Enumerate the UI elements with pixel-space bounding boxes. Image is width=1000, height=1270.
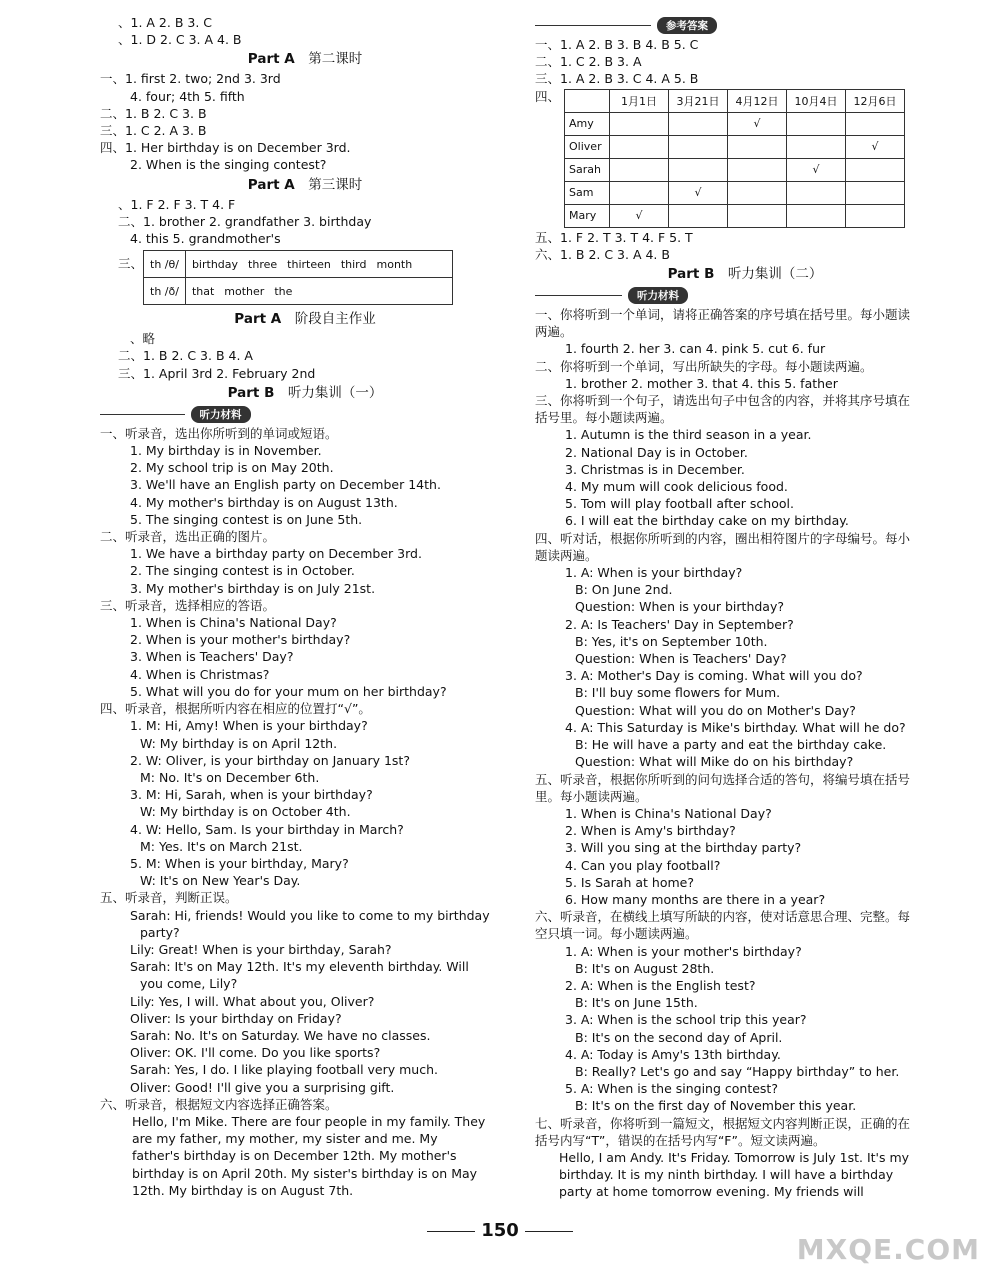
grid-check-cell: √: [728, 112, 787, 135]
grid-label: 四、: [535, 88, 561, 104]
transcript-line: 4. A: Today is Amy's 13th birthday.: [565, 1046, 781, 1062]
phonics-words: [185, 278, 452, 305]
answer-line: 、1. A 2. B 3. C: [118, 15, 213, 30]
answer-line: 三、1. April 3rd 2. February 2nd: [118, 365, 316, 381]
transcript-line: 2. My school trip is on May 20th.: [130, 460, 334, 476]
transcript-line: 5. The singing contest is on June 5th.: [130, 511, 363, 527]
left-column: [100, 14, 510, 1199]
transcript-line: party?: [140, 924, 180, 940]
question-title: 四、听录音，根据所听内容在相应的位置打“√”。: [100, 701, 371, 717]
transcript-line: 3. A: When is the school trip this year?: [565, 1012, 807, 1028]
transcript-line: 1. When is China's National Day?: [565, 805, 772, 821]
transcript-line: 2. When is your mother's birthday?: [130, 632, 351, 648]
answer-line: 四、1. Her birthday is on December 3rd.: [100, 140, 351, 156]
grid-date-header: 12月6日: [846, 89, 905, 112]
transcript-line: Lily: Yes, I will. What about you, Oliver?: [130, 993, 375, 1009]
question-title: 七、听录音，你将听到一篇短文，根据短文内容判断正误，正确的在括号内写“T”，错误的在括号内写“F”。短文读两遍。: [535, 1115, 911, 1148]
phonics-table: [143, 250, 453, 305]
transcript-line: 4. Can you play football?: [565, 857, 721, 873]
transcript-line: 1. A: When is your mother's birthday?: [565, 943, 802, 959]
transcript-line: 5. Is Sarah at home?: [565, 874, 694, 890]
grid-student-name: Sarah: [565, 158, 610, 181]
answer-line: 三、1. A 2. B 3. C 4. A 5. B: [535, 71, 699, 87]
transcript-line: 3. When is Teachers' Day?: [130, 649, 294, 665]
grid-check-cell: [610, 158, 669, 181]
grid-check-cell: [669, 112, 728, 135]
transcript-line: 2. When is Amy's birthday?: [565, 823, 736, 839]
answer-line: 二、1. brother 2. grandfather 3. birthday: [118, 213, 372, 229]
birthday-grid: [564, 89, 905, 228]
grid-check-cell: [610, 135, 669, 158]
transcript-line: 1. brother 2. mother 3. that 4. this 5. father: [565, 375, 838, 391]
transcript-line: W: My birthday is on October 4th.: [140, 804, 351, 820]
transcript-line: 5. What will you do for your mum on her birthday?: [130, 683, 447, 699]
transcript-line: Sarah: It's on May 12th. It's my eleventh birthday. Will: [130, 959, 469, 975]
answer-line: 、1. F 2. F 3. T 4. F: [118, 196, 236, 212]
transcript-line: 3. We'll have an English party on December 14th.: [130, 477, 441, 493]
phonics-sound: th /ð/: [144, 278, 186, 305]
grid-student-name: Sam: [565, 181, 610, 204]
phonics-word: mother: [224, 284, 265, 298]
transcript-line: B: It's on August 28th.: [575, 960, 715, 976]
grid-check-cell: [669, 204, 728, 227]
phonics-word: the: [274, 284, 293, 298]
transcript-line: B: On June 2nd.: [575, 582, 673, 598]
phonics-word: thirteen: [287, 257, 331, 271]
grid-check-cell: [728, 135, 787, 158]
answer-line: 4. four; 4th 5. fifth: [130, 88, 245, 104]
transcript-line: 4. W: Hello, Sam. Is your birthday in March?: [130, 821, 404, 837]
grid-date-header: 10月4日: [787, 89, 846, 112]
transcript-line: Question: What will Mike do on his birthday?: [575, 754, 854, 770]
transcript-line: Oliver: Is your birthday on Friday?: [130, 1010, 342, 1026]
answer-line: 、1. D 2. C 3. A 4. B: [118, 32, 242, 48]
phonics-block: [100, 247, 510, 308]
page-number: 150: [421, 1220, 579, 1241]
section-heading-stage: Part A 阶段自主作业: [234, 311, 376, 328]
section-heading-a3: Part A 第三课时: [247, 176, 363, 193]
grid-corner: [565, 89, 610, 112]
transcript-line: 4. A: This Saturday is Mike's birthday. What will he do?: [565, 719, 906, 735]
answer-line: 三、1. C 2. A 3. B: [100, 123, 207, 139]
transcript-line: 1. fourth 2. her 3. can 4. pink 5. cut 6. fur: [565, 341, 826, 357]
question-title: 三、听录音，选择相应的答语。: [100, 597, 276, 613]
reference-answer-badge: 参考答案: [657, 17, 717, 34]
birthday-grid-block: [535, 88, 955, 229]
phonics-sound: th /θ/: [144, 251, 186, 278]
transcript-line: Sarah: Hi, friends! Would you like to come to my birthday: [130, 907, 490, 923]
transcript-line: 6. I will eat the birthday cake on my birthday.: [565, 513, 849, 529]
grid-row: [565, 204, 905, 227]
transcript-line: 1. My birthday is in November.: [130, 443, 322, 459]
question-title: 五、听录音，判断正误。: [100, 890, 238, 906]
transcript-line: 3. Christmas is in December.: [565, 461, 745, 477]
phonics-word: third: [340, 257, 367, 271]
grid-row: [565, 112, 905, 135]
listening-material-bar: [100, 406, 510, 423]
grid-check-cell: [787, 181, 846, 204]
grid-check-cell: [669, 135, 728, 158]
grid-row: [565, 135, 905, 158]
transcript-line: W: My birthday is on April 12th.: [140, 735, 338, 751]
grid-check-cell: [610, 181, 669, 204]
phonics-row: [144, 278, 453, 305]
section-heading-a2: Part A 第二课时: [247, 51, 363, 68]
transcript-line: 3. M: Hi, Sarah, when is your birthday?: [130, 787, 373, 803]
listening-material-bar-2: [535, 287, 955, 304]
transcript-line: 2. W: Oliver, is your birthday on January 1st?: [130, 752, 410, 768]
question-title: 六、听录音，在横线上填写所缺的内容，使对话意思合理、完整。每空只填一词。每小题读两遍。: [535, 909, 911, 942]
grid-student-name: Oliver: [565, 135, 610, 158]
transcript-line: 2. National Day is in October.: [565, 444, 748, 460]
grid-check-cell: √: [610, 204, 669, 227]
question-title: 二、你将听到一个单词，写出所缺失的字母。每小题读两遍。: [535, 358, 873, 374]
transcript-line: 1. M: Hi, Amy! When is your birthday?: [130, 718, 368, 734]
transcript-line: W: It's on New Year's Day.: [140, 873, 301, 889]
transcript-line: 1. We have a birthday party on December 3rd.: [130, 546, 422, 562]
grid-student-name: Amy: [565, 112, 610, 135]
transcript-line: Lily: Great! When is your birthday, Sarah?: [130, 941, 392, 957]
transcript-line: M: No. It's on December 6th.: [140, 769, 320, 785]
transcript-line: 1. Autumn is the third season in a year.: [565, 427, 812, 443]
grid-check-cell: [728, 181, 787, 204]
phonics-word: three: [248, 257, 278, 271]
question-title: 一、听录音，选出你所听到的单词或短语。: [100, 425, 338, 441]
transcript-line: Question: When is Teachers' Day?: [575, 651, 787, 667]
transcript-line: 4. My mum will cook delicious food.: [565, 479, 788, 495]
transcript-line: Sarah: Yes, I do. I like playing football very much.: [130, 1062, 439, 1078]
transcript-line: B: Yes, it's on September 10th.: [575, 633, 768, 649]
transcript-line: you come, Lily?: [140, 976, 238, 992]
transcript-line: 1. A: When is your birthday?: [565, 565, 743, 581]
grid-check-cell: √: [669, 181, 728, 204]
grid-check-cell: √: [787, 158, 846, 181]
grid-check-cell: [787, 135, 846, 158]
phonics-word: that: [191, 284, 215, 298]
answer-line: 一、1. first 2. two; 2nd 3. 3rd: [100, 71, 281, 87]
question-title: 一、你将听到一个单词，请将正确答案的序号填在括号里。每小题读两遍。: [535, 307, 911, 340]
question-title: 六、听录音，根据短文内容选择正确答案。: [100, 1096, 338, 1112]
transcript-line: B: He will have a party and eat the birthday cake.: [575, 737, 887, 753]
transcript-line: Oliver: OK. I'll come. Do you like sports?: [130, 1045, 381, 1061]
grid-check-cell: [846, 181, 905, 204]
transcript-line: Question: When is your birthday?: [575, 599, 784, 615]
grid-check-cell: √: [846, 135, 905, 158]
answer-line: 、略: [130, 331, 156, 347]
transcript-line: 3. Will you sing at the birthday party?: [565, 840, 802, 856]
question-title: 二、听录音，选出正确的图片。: [100, 529, 276, 545]
grid-row: [565, 181, 905, 204]
transcript-line: 4. When is Christmas?: [130, 666, 270, 682]
transcript-line: 2. A: Is Teachers' Day in September?: [565, 616, 794, 632]
transcript-line: 5. Tom will play football after school.: [565, 496, 794, 512]
grid-date-header: 3月21日: [669, 89, 728, 112]
grid-check-cell: [610, 112, 669, 135]
transcript-line: 6. How many months are there in a year?: [565, 891, 826, 907]
passage-text: Hello, I am Andy. It's Friday. Tomorrow is July 1st. It's my birthday. It is my ninth birthday. I will have a birthday party at home tomorrow evening. My friends will: [559, 1149, 910, 1200]
grid-check-cell: [787, 204, 846, 227]
answer-line: 4. this 5. grandmother's: [130, 231, 281, 247]
answer-line: 五、1. F 2. T 3. T 4. F 5. T: [535, 229, 693, 245]
phonics-label: 三、: [118, 256, 144, 272]
transcript-line: 5. A: When is the singing contest?: [565, 1081, 778, 1097]
transcript-line: M: Yes. It's on March 21st.: [140, 838, 303, 854]
transcript-line: B: It's on the second day of April.: [575, 1029, 783, 1045]
right-column: [535, 14, 955, 1201]
listening-material-badge-2: 听力材料: [628, 287, 688, 304]
listening-material-badge: 听力材料: [191, 406, 251, 423]
section-heading-b1: Part B 听力集训（一）: [227, 384, 383, 401]
grid-date-header: 1月1日: [610, 89, 669, 112]
transcript-line: 4. My mother's birthday is on August 13th.: [130, 494, 398, 510]
grid-check-cell: [787, 112, 846, 135]
grid-check-cell: [846, 204, 905, 227]
transcript-line: Oliver: Good! I'll give you a surprising gift.: [130, 1079, 395, 1095]
phonics-word: month: [376, 257, 413, 271]
transcript-line: 3. A: Mother's Day is coming. What will you do?: [565, 668, 863, 684]
section-heading-b2: Part B 听力集训（二）: [667, 266, 823, 283]
watermark: MXQE.COM: [796, 1233, 980, 1266]
answer-line: 一、1. A 2. B 3. B 4. B 5. C: [535, 37, 699, 52]
transcript-line: Question: What will you do on Mother's Day?: [575, 702, 856, 718]
answer-line: 二、1. C 2. B 3. A: [535, 54, 642, 70]
reference-answer-bar: [535, 17, 955, 34]
grid-check-cell: [846, 158, 905, 181]
transcript-line: B: I'll buy some flowers for Mum.: [575, 685, 781, 701]
grid-check-cell: [728, 204, 787, 227]
answer-line: 二、1. B 2. C 3. B: [100, 105, 207, 121]
grid-student-name: Mary: [565, 204, 610, 227]
phonics-row: [144, 251, 453, 278]
question-title: 四、听对话，根据你所听到的内容，圈出相符图片的字母编号。每小题读两遍。: [535, 530, 911, 563]
passage-text: Hello, I'm Mike. There are four people in my family. They are my father, my mother, my sister and me. My father's birthday is on December 12th. My mother's birthday is on April 20th. My sister's birthday is on May 12th. My birthday is on August 7th.: [132, 1113, 486, 1198]
transcript-line: 3. My mother's birthday is on July 21st.: [130, 580, 376, 596]
transcript-line: 2. A: When is the English test?: [565, 977, 756, 993]
grid-row: [565, 158, 905, 181]
grid-date-header: 4月12日: [728, 89, 787, 112]
transcript-line: Sarah: No. It's on Saturday. We have no classes.: [130, 1027, 431, 1043]
transcript-line: 2. The singing contest is in October.: [130, 563, 355, 579]
answer-line: 六、1. B 2. C 3. A 4. B: [535, 246, 670, 262]
transcript-line: 5. M: When is your birthday, Mary?: [130, 855, 349, 871]
grid-check-cell: [728, 158, 787, 181]
grid-check-cell: [846, 112, 905, 135]
phonics-words: [185, 251, 452, 278]
phonics-word: birthday: [191, 257, 239, 271]
question-title: 三、你将听到一个句子，请选出句子中包含的内容，并将其序号填在括号里。每小题读两遍。: [535, 393, 911, 426]
answer-line: 2. When is the singing contest?: [130, 157, 327, 173]
question-title: 五、听录音，根据你所听到的问句选择合适的答句，将编号填在括号里。每小题读两遍。: [535, 771, 911, 804]
transcript-line: B: It's on June 15th.: [575, 995, 698, 1011]
transcript-line: B: Really? Let's go and say “Happy birthday” to her.: [575, 1063, 900, 1079]
grid-check-cell: [669, 158, 728, 181]
answer-line: 二、1. B 2. C 3. B 4. A: [118, 348, 253, 364]
transcript-line: B: It's on the first day of November this year.: [575, 1098, 857, 1114]
transcript-line: 1. When is China's National Day?: [130, 615, 337, 631]
